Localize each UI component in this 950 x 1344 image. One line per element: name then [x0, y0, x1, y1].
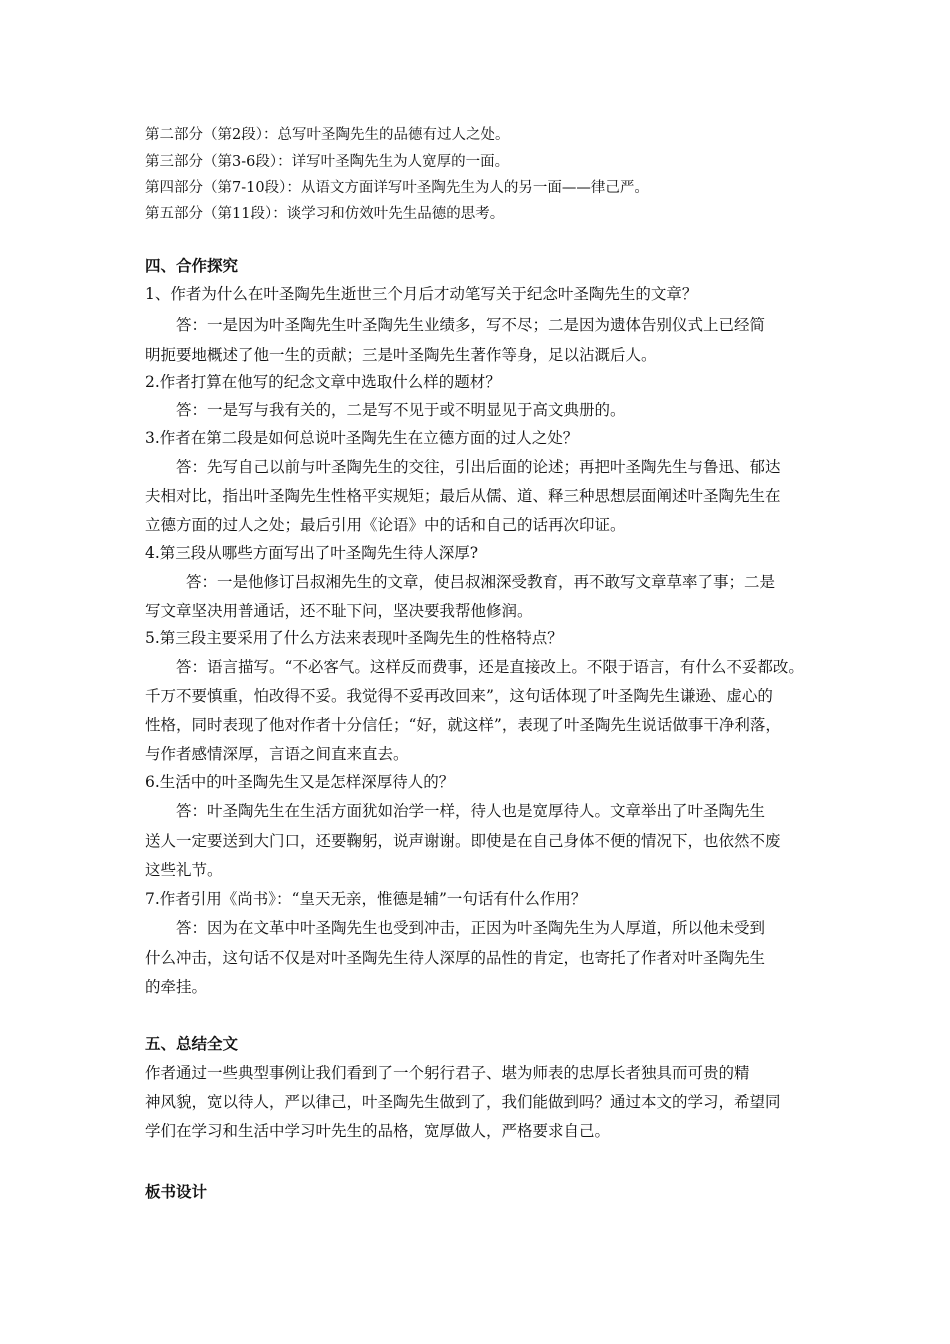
answer-6-line-1: 答：叶圣陶先生在生活方面犹如治学一样，待人也是宽厚待人。文章举出了叶圣陶先生 [176, 802, 766, 820]
answer-7-line-1: 答：因为在文革中叶圣陶先生也受到冲击，正因为叶圣陶先生为人厚道，所以他未受到 [176, 919, 766, 937]
answer-5-line-3: 性格，同时表现了他对作者十分信任；“好，就这样”，表现了叶圣陶先生说话做事干净利落， [145, 716, 781, 734]
question-2: 2.作者打算在他写的纪念文章中选取什么样的题材？ [145, 373, 501, 391]
answer-2-line-1: 答：一是写与我有关的，二是写不见于或不明显见于高文典册的。 [176, 401, 626, 419]
summary-line-1: 作者通过一些典型事例让我们看到了一个躬行君子、堪为师表的忠厚长者独具而可贵的精 [145, 1064, 750, 1082]
section-4-heading: 四、合作探究 [145, 257, 239, 275]
outline-part-3: 第三部分（第3-6段）：详写叶圣陶先生为人宽厚的一面。 [145, 154, 510, 170]
answer-3-line-2: 夫相对比，指出叶圣陶先生性格平实规矩；最后从儒、道、释三种思想层面阐述叶圣陶先生在 [145, 487, 781, 505]
outline-part-4: 第四部分（第7-10段）：从语文方面详写叶圣陶先生为人的另一面——律己严。 [145, 180, 649, 196]
question-7: 7.作者引用《尚书》：“皇天无亲，惟德是辅”一句话有什么作用？ [145, 890, 587, 908]
answer-5-line-2: 千万不要慎重，怕改得不妥。我觉得不妥再改回来”，这句话体现了叶圣陶先生谦逊、虚心的 [145, 687, 773, 705]
answer-7-line-2: 什么冲击，这句话不仅是对叶圣陶先生待人深厚的品性的肯定，也寄托了作者对叶圣陶先生 [145, 949, 766, 967]
question-6: 6.生活中的叶圣陶先生又是怎样深厚待人的？ [145, 773, 455, 791]
question-1: 1、作者为什么在叶圣陶先生逝世三个月后才动笔写关于纪念叶圣陶先生的文章？ [145, 285, 698, 303]
question-4: 4.第三段从哪些方面写出了叶圣陶先生待人深厚? [145, 544, 479, 562]
answer-6-line-2: 送人一定要送到大门口，还要鞠躬，说声谢谢。即使是在自己身体不便的情况下，也依然不废 [145, 832, 781, 850]
question-5: 5.第三段主要采用了什么方法来表现叶圣陶先生的性格特点？ [145, 629, 563, 647]
answer-3-line-3: 立德方面的过人之处；最后引用《论语》中的话和自己的话再次印证。 [145, 516, 626, 534]
answer-6-line-3: 这些礼节。 [145, 861, 223, 879]
section-5-heading: 五、总结全文 [145, 1035, 239, 1053]
answer-1-line-2: 明扼要地概述了他一生的贡献；三是叶圣陶先生著作等身，足以沾溉后人。 [145, 346, 657, 364]
answer-4-line-2: 写文章坚决用普通话，还不耻下问，坚决要我帮他修润。 [145, 602, 533, 620]
answer-4-line-1: 答：一是他修订吕叔湘先生的文章，使吕叔湘深受教育，再不敢写文章草率了事；二是 [186, 573, 776, 591]
board-design-heading: 板书设计 [145, 1183, 208, 1201]
outline-part-2: 第二部分（第2段）：总写叶圣陶先生的品德有过人之处。 [145, 127, 510, 143]
question-3: 3.作者在第二段是如何总说叶圣陶先生在立德方面的过人之处？ [145, 429, 579, 447]
summary-line-2: 神风貌，宽以待人，严以律己，叶圣陶先生做到了，我们能做到吗？通过本文的学习，希望同 [145, 1093, 781, 1111]
answer-3-line-1: 答：先写自己以前与叶圣陶先生的交往，引出后面的论述；再把叶圣陶先生与鲁迅、郁达 [176, 458, 781, 476]
summary-line-3: 学们在学习和生活中学习叶先生的品格，宽厚做人，严格要求自己。 [145, 1122, 611, 1140]
answer-1-line-1: 答：一是因为叶圣陶先生叶圣陶先生业绩多，写不尽；二是因为遗体告别仪式上已经简 [176, 316, 766, 334]
answer-7-line-3: 的牵挂。 [145, 978, 208, 996]
answer-5-line-4: 与作者感情深厚，言语之间直来直去。 [145, 745, 409, 763]
answer-5-line-1: 答：语言描写。“不必客气。这样反而费事，还是直接改上。不限于语言，有什么不妥都改。 [176, 658, 804, 676]
outline-part-5: 第五部分（第11段）：谈学习和仿效叶先生品德的思考。 [145, 206, 505, 222]
